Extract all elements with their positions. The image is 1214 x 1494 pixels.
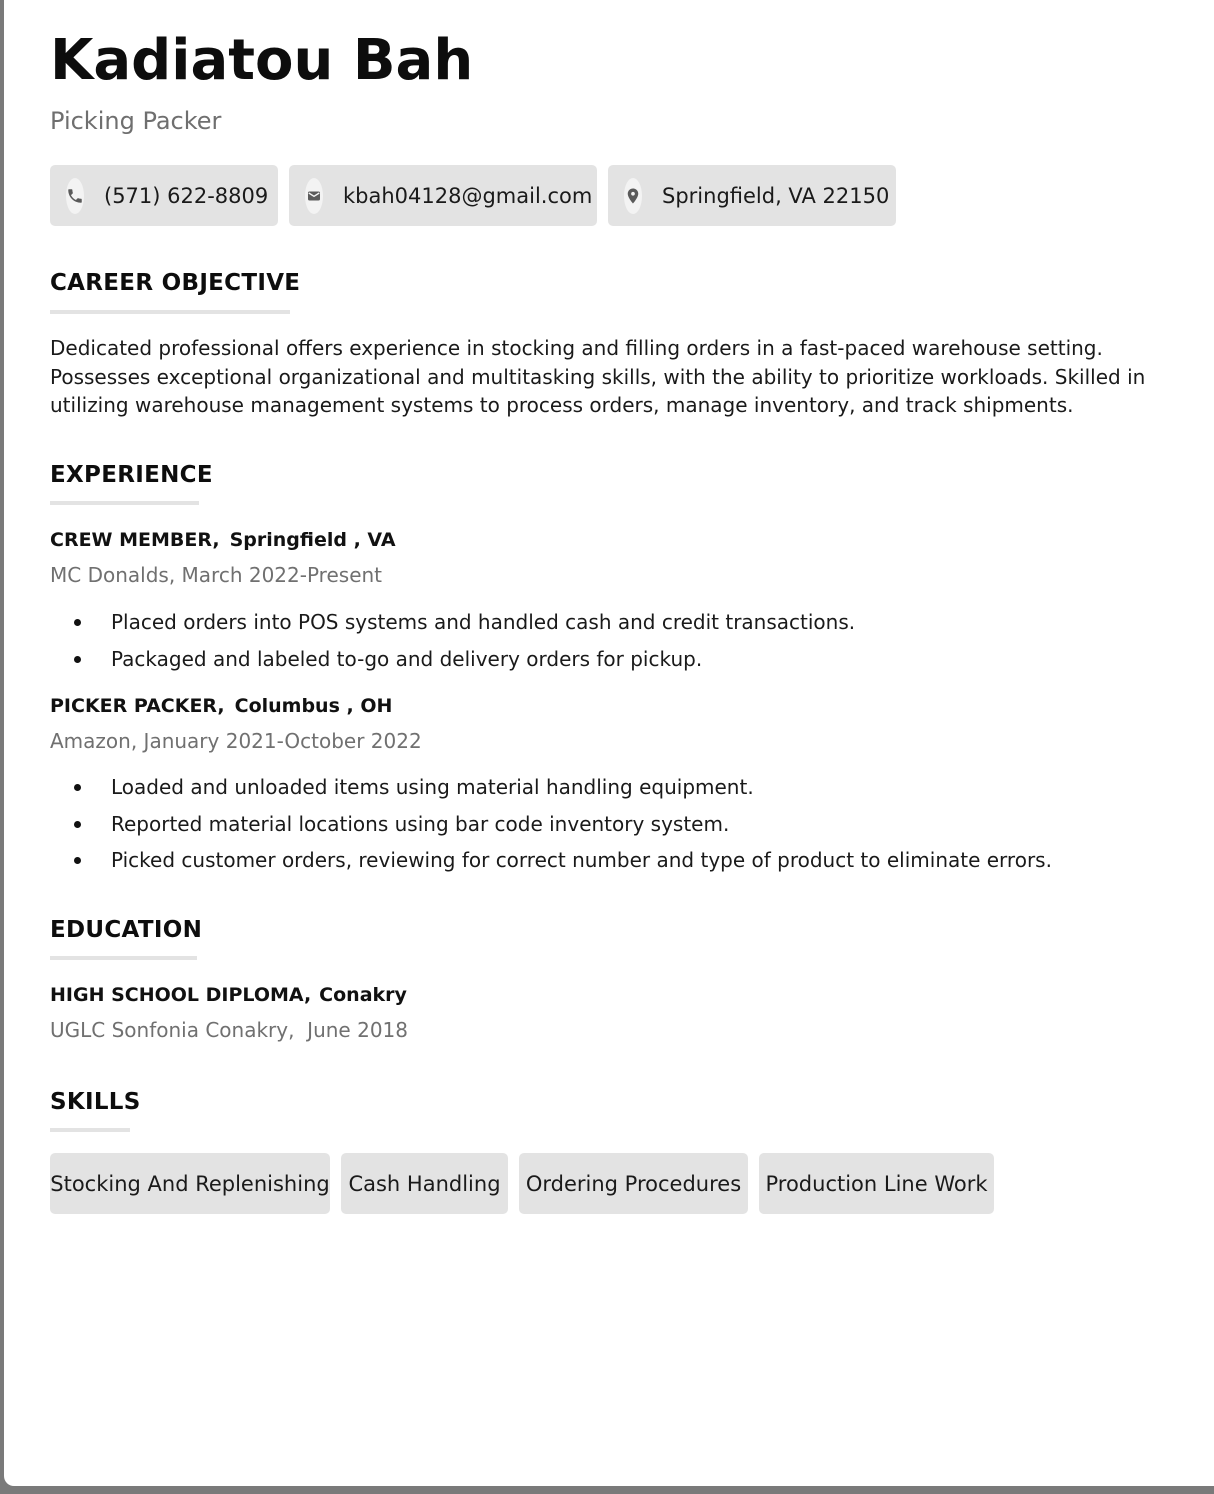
list-item: Loaded and unloaded items using material handling equipment. [50,769,1052,806]
list-item: Picked customer orders, reviewing for correct number and type of product to eliminate errors. [50,842,1052,879]
job-bullets-2 [50,769,1052,879]
job-title-2 [50,695,392,717]
job-location: Springfield , VA [229,529,396,551]
skills-heading: SKILLS [50,1089,141,1115]
degree-location: Conakry [319,984,407,1006]
job-bullets-1 [50,604,855,677]
mail-icon [305,178,323,214]
list-item: Reported material locations using bar code inventory system. [50,806,1052,843]
job-position: CREW MEMBER, [50,529,220,551]
experience-underline [50,501,199,505]
education-meta: UGLC Sonfonia Conakry, June 2018 [50,1018,408,1042]
experience-heading: EXPERIENCE [50,462,213,488]
skill-tag: Stocking And Replenishing [50,1153,330,1214]
list-item: Placed orders into POS systems and handled cash and credit transactions. [50,604,855,641]
skills-list [50,1153,994,1214]
job-meta-2: Amazon, January 2021-October 2022 [50,729,422,753]
contact-location [608,165,896,226]
job-title-1 [50,529,396,551]
job-meta-1: MC Donalds, March 2022-Present [50,563,383,587]
contact-bar [50,165,896,226]
objective-heading: CAREER OBJECTIVE [50,270,301,296]
education-heading: EDUCATION [50,917,203,943]
candidate-role: Picking Packer [50,107,222,135]
job-position: PICKER PACKER, [50,695,225,717]
email-address: kbah04128@gmail.com [343,183,593,208]
skills-underline [50,1128,130,1132]
objective-text: Dedicated professional offers experience in stocking and filling orders in a fast-paced warehouse setting. Possesses exceptional organizational and multitasking skills, with the ability to prioritize workloads. Skilled in utilizing warehouse management systems to process orders, manage inventory, and track shipments. [50,336,1146,417]
contact-phone [50,165,278,226]
job-location: Columbus , OH [234,695,393,717]
phone-icon [66,178,84,214]
education-degree [50,984,407,1006]
objective-underline [50,310,290,314]
education-underline [50,956,197,960]
skill-tag: Production Line Work [759,1153,994,1214]
degree-name: HIGH SCHOOL DIPLOMA, [50,984,312,1006]
phone-number: (571) 622-8809 [104,183,269,208]
location-text: Springfield, VA 22150 [662,183,890,208]
skill-tag: Ordering Procedures [519,1153,748,1214]
contact-email [289,165,597,226]
candidate-name: Kadiatou Bah [50,28,474,93]
location-pin-icon [624,178,642,214]
resume-page [4,0,1214,1486]
skill-tag: Cash Handling [341,1153,508,1214]
list-item: Packaged and labeled to-go and delivery orders for pickup. [50,641,855,678]
